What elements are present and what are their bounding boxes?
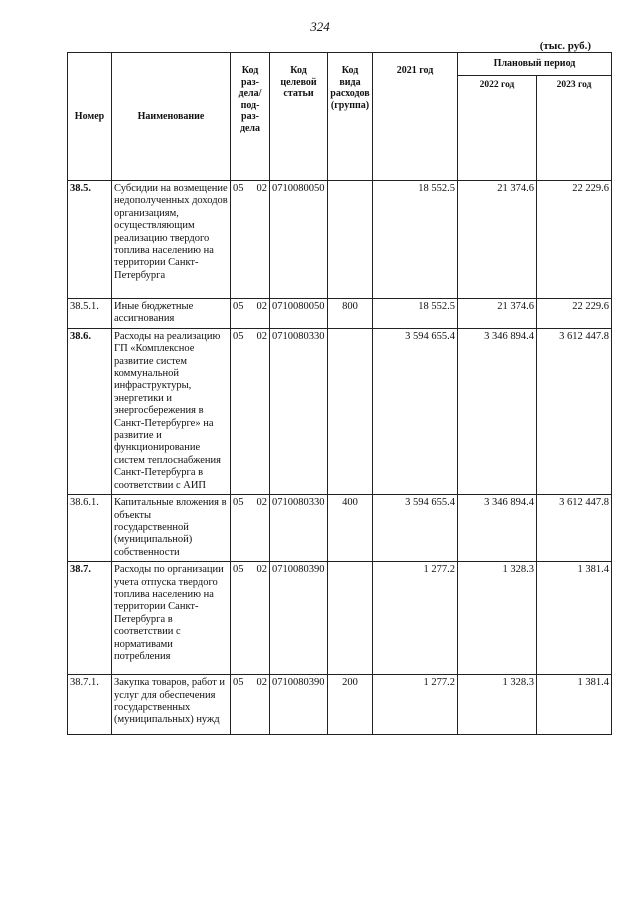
row-2022: 21 374.6: [458, 299, 537, 329]
row-target: 0710080390: [270, 562, 328, 675]
row-section: [231, 675, 270, 735]
row-name: Иные бюджетные ассигнования: [112, 299, 231, 329]
row-section: [231, 181, 270, 299]
row-2023: 1 381.4: [537, 675, 612, 735]
table-row: [68, 328, 612, 494]
row-number: 38.6.: [68, 328, 112, 494]
header-name: Наименование: [112, 53, 231, 181]
budget-table: [67, 52, 612, 735]
row-number: 38.7.: [68, 562, 112, 675]
row-2022: 21 374.6: [458, 181, 537, 299]
row-section-part: 05: [233, 564, 244, 576]
header-2021: 2021 год: [373, 53, 458, 181]
row-number: 38.7.1.: [68, 675, 112, 735]
row-2021: 18 552.5: [373, 181, 458, 299]
row-2021: 18 552.5: [373, 299, 458, 329]
row-name: Субсидии на возмещение недополученных доходов организациям, осуществляющим реализацию твердого топлива населению на территории Санкт-Петербурга: [112, 181, 231, 299]
row-2022: 3 346 894.4: [458, 495, 537, 562]
row-target: 0710080050: [270, 299, 328, 329]
row-expense-type: 400: [328, 495, 373, 562]
row-name: Закупка товаров, работ и услуг для обеспечения государственных (муниципальных) нужд: [112, 675, 231, 735]
row-expense-type: [328, 562, 373, 675]
row-2021: 3 594 655.4: [373, 328, 458, 494]
row-section-part: 05: [233, 330, 244, 342]
row-section: [231, 495, 270, 562]
table-header-row: [68, 53, 612, 76]
header-2023: 2023 год: [537, 76, 612, 181]
row-expense-type: [328, 328, 373, 494]
row-2023: 22 229.6: [537, 181, 612, 299]
row-2023: 1 381.4: [537, 562, 612, 675]
row-2023: 22 229.6: [537, 299, 612, 329]
page-number: 324: [310, 19, 330, 34]
row-expense-type: [328, 181, 373, 299]
table-row: [68, 495, 612, 562]
row-2022: 1 328.3: [458, 675, 537, 735]
row-section: [231, 562, 270, 675]
row-section-part: 05: [233, 497, 244, 509]
row-target: 0710080330: [270, 495, 328, 562]
row-2021: 1 277.2: [373, 675, 458, 735]
row-expense-type: 200: [328, 675, 373, 735]
row-number: 38.6.1.: [68, 495, 112, 562]
row-section-part: 05: [233, 183, 244, 194]
units-label: (тыс. руб.): [539, 40, 591, 52]
row-subsection-part: 02: [256, 564, 267, 576]
row-subsection-part: 02: [256, 183, 267, 194]
table-row: [68, 562, 612, 675]
header-section: Код раз-дела/ под-раз-дела: [231, 53, 270, 181]
table-row: [68, 675, 612, 735]
table-row: [68, 181, 612, 299]
row-target: 0710080330: [270, 328, 328, 494]
row-2022: 1 328.3: [458, 562, 537, 675]
row-section-part: 05: [233, 301, 244, 312]
row-2021: 1 277.2: [373, 562, 458, 675]
header-number: Номер: [68, 53, 112, 181]
row-number: 38.5.1.: [68, 299, 112, 329]
header-target: Код целевой статьи: [270, 53, 328, 181]
row-subsection-part: 02: [256, 301, 267, 312]
header-2022: 2022 год: [458, 76, 537, 181]
row-subsection-part: 02: [256, 497, 267, 509]
row-target: 0710080390: [270, 675, 328, 735]
row-2021: 3 594 655.4: [373, 495, 458, 562]
row-2022: 3 346 894.4: [458, 328, 537, 494]
row-subsection-part: 02: [256, 677, 267, 689]
row-expense-type: 800: [328, 299, 373, 329]
row-2023: 3 612 447.8: [537, 495, 612, 562]
header-planned-period: Плановый период: [458, 53, 612, 76]
row-target: 0710080050: [270, 181, 328, 299]
row-section-part: 05: [233, 677, 244, 689]
row-section: [231, 328, 270, 494]
table-row: [68, 299, 612, 329]
row-2023: 3 612 447.8: [537, 328, 612, 494]
row-name: Расходы на реализацию ГП «Комплексное развитие систем коммунальной инфраструктуры, энергетики и энергосбережения в Санкт-Петербурге» на развитие и функционирование систем теплоснабжения Санкт-Петербурга в соответствии с АИП: [112, 328, 231, 494]
row-name: Капитальные вложения в объекты государственной (муниципальной) собственности: [112, 495, 231, 562]
header-expense-type: Код вида расходов (группа): [328, 53, 373, 181]
row-name: Расходы по организации учета отпуска твердого топлива населению на территории Санкт-Петербурга в соответствии с нормативами потребления: [112, 562, 231, 675]
row-section: [231, 299, 270, 329]
row-number: 38.5.: [68, 181, 112, 299]
row-subsection-part: 02: [256, 330, 267, 342]
